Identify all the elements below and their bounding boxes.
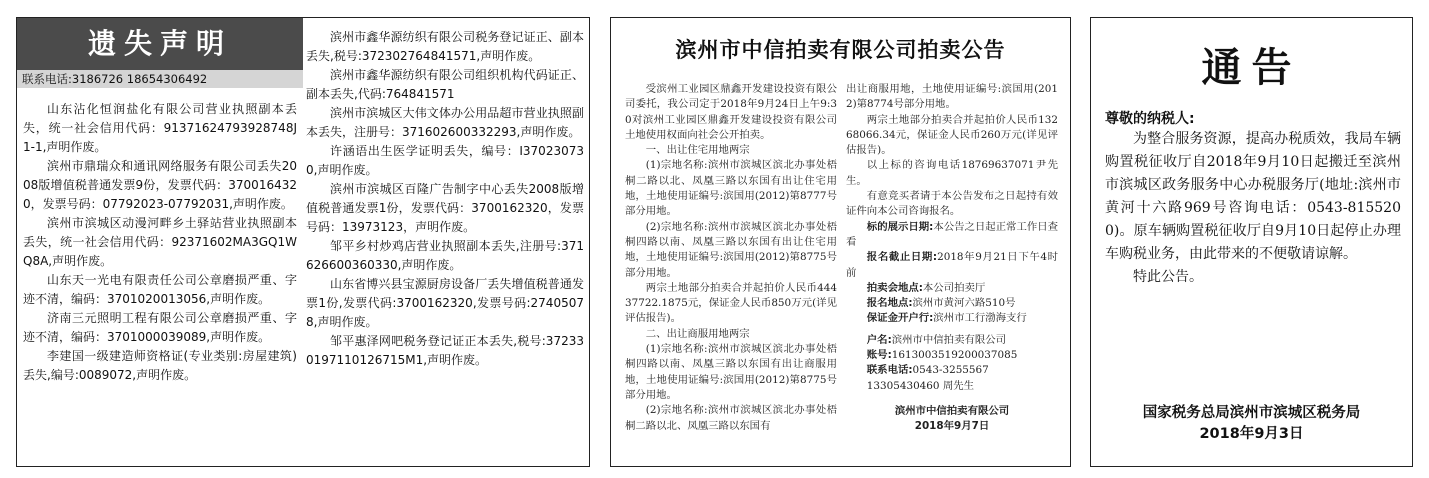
- exhibit-date-value: 本公告之日起正常工作日查看: [846, 220, 1059, 248]
- contact-row: [846, 363, 1058, 378]
- notice-item: 济南三元照明工程有限公司公章磨损严重、字迹不清，编码：3701000039089,声明作废。: [23, 311, 297, 344]
- tax-notice-closing: 特此公告。: [1133, 269, 1203, 285]
- notice-item: 邹平乡村炒鸡店营业执照副本丢失,注册号:371626600360330,声明作废。: [306, 239, 584, 272]
- contact-value: 0543-3255567: [912, 364, 989, 377]
- bank-row: [846, 311, 1058, 326]
- account-number-value: 1613003519200037085: [891, 349, 1018, 362]
- notice-item: 滨州市鑫华源纺织有限公司组织机构代码证正、副本丢失,代码:764841571: [306, 68, 584, 101]
- tax-notice-body: [1105, 128, 1401, 289]
- tax-notice-org: 国家税务总局滨州市滨城区税务局: [1142, 405, 1361, 421]
- account-number-row: [846, 348, 1058, 363]
- notice-item: 滨州市滨城区百隆广告制字中心丢失2008版增值税普通发票1份，发票代码：3700162320，发票号码：13973123，声明作废。: [306, 182, 584, 234]
- notice-item: 滨州市鼎瑞众和通讯网络服务有限公司丢失2008版增值税普通发票9份，发票代码：3700164320，发票号码：07792023-07792031,声明作废。: [23, 159, 297, 211]
- contact-label: 联系电话:: [866, 364, 913, 377]
- lost-notice-phone: 联系电话:3186726 18654306492: [17, 70, 303, 88]
- bank-value: 滨州市工行渤海支行: [933, 312, 1027, 325]
- auction-paragraph: 两宗土地部分拍卖合并起拍价人民币44437722.1875元，保证金人民币850万元(详见评估报告)。: [625, 281, 837, 325]
- notice-item: 滨州市滨城区动漫河畔乡土驿站营业执照副本丢失，统一社会信用代码：92371602MA3GQ1WQ8A,声明作废。: [23, 216, 297, 268]
- account-name-value: 滨州市中信拍卖有限公司: [891, 333, 1007, 346]
- auction-signature-date: 2018年9月7日: [914, 420, 990, 433]
- account-name-row: [846, 333, 1058, 348]
- registration-row: [846, 296, 1058, 311]
- deadline-row: [846, 250, 1058, 281]
- auction-paragraph: 有意竞买者请于本公告发布之日起持有效证件向本公司咨询报名。: [846, 190, 1058, 218]
- account-name-label: 户名:: [866, 333, 892, 346]
- registration-label: 报名地点:: [866, 297, 913, 310]
- notice-item: 山东省博兴县宝源厨房设备厂丢失增值税普通发票1份,发票代码:3700162320,发票号码:27405078,声明作废。: [306, 277, 584, 329]
- notice-item: 李建国一级建造师资格证(专业类别:房屋建筑)丢失,编号:0089072,声明作废。: [23, 349, 297, 382]
- auction-column-2: [846, 82, 1058, 435]
- notice-item: 邹平惠泽网吧税务登记证正本丢失,税号:372330197110126715M1,声明作废。: [306, 334, 584, 367]
- auction-paragraph: (1)宗地名称:滨州市滨城区滨北办事处梧桐二路以北、凤凰三路以东国有出让住宅用地，土地使用证编号:滨国用(2012)第8777号部分用地。: [625, 159, 837, 218]
- venue-label: 拍卖会地点:: [866, 281, 923, 294]
- exhibit-date-row: [846, 220, 1058, 251]
- notice-item: 山东沾化恒润盐化有限公司营业执照副本丢失，统一社会信用代码：91371624793928748J 1-1,声明作废。: [23, 102, 297, 154]
- venue-value: 本公司拍卖厅: [922, 281, 986, 294]
- auction-notice-title: 滨州市中信拍卖有限公司拍卖公告: [675, 38, 1006, 62]
- tax-notice-date: 2018年9月3日: [1199, 426, 1304, 442]
- notice-item: 许涵语出生医学证明丢失，编号：I370230730,声明作废。: [306, 144, 584, 177]
- contact-row-2: 13305430460 周先生: [866, 379, 974, 392]
- auction-section-heading: 二、出让商服用地两宗: [645, 327, 750, 340]
- tax-notice-greeting: 尊敬的纳税人:: [1105, 111, 1195, 127]
- deadline-label: 报名截止日期:: [866, 251, 938, 264]
- exhibit-date-label: 标的展示日期:: [866, 220, 934, 233]
- auction-paragraph: 两宗土地部分拍卖合并起拍价人民币13268066.34元，保证金人民币260万元(详见评估报告)。: [846, 113, 1058, 157]
- lost-notice-column-2: [306, 28, 584, 370]
- lost-notice-header: [17, 18, 303, 88]
- lost-notice-panel: [16, 17, 590, 467]
- deadline-value: 2018年9月21日下午4时前: [846, 251, 1059, 279]
- auction-paragraph: (2)宗地名称:滨州市滨城区滨北办事处梧桐四路以南、凤凰三路以东国有出让住宅用地，土地使用证编号:滨国用(2012)第8775号部分用地。: [625, 220, 837, 279]
- registration-value: 滨州市黄河六路510号: [912, 297, 1016, 310]
- lost-notice-title: 遗失声明: [17, 18, 303, 70]
- notice-item: 滨州市滨城区大伟文体办公用品超市营业执照副本丢失，注册号：371602600332293,声明作废。: [306, 106, 584, 139]
- auction-paragraph: 以上标的咨询电话18769637071尹先生。: [846, 159, 1058, 187]
- notice-item: 山东天一光电有限责任公司公章磨损严重、字迹不清，编码：3701020013056,声明作废。: [23, 273, 297, 306]
- auction-paragraph: (1)宗地名称:滨州市滨城区滨北办事处梧桐四路以南、凤凰三路以东国有出让商服用地，土地使用证编号:滨国用(2012)第8775号部分用地。: [625, 343, 837, 401]
- tax-notice-panel: [1090, 17, 1413, 467]
- tax-notice-paragraph: 为整合服务资源，提高办税质效，我局车辆购置税征收厅自2018年9月10日起搬迁至滨州市滨城区政务服务中心办税服务厅(地址:滨州市黄河十六路969号咨询电话：0543-8155200)。原车辆购置税征收厅自9月10日起停止办理车购税业务，由此带来的不便敬请谅解。: [1105, 131, 1401, 262]
- lost-notice-column-1: [23, 100, 297, 385]
- auction-paragraph: (2)宗地名称:滨州市滨城区滨北办事处梧桐二路以北、凤凰三路以东国有: [625, 404, 837, 432]
- auction-section-heading: 一、出让住宅用地两宗: [645, 144, 750, 157]
- auction-paragraph: 出让商服用地，土地使用证编号:滨国用(2012)第8774号部分用地。: [846, 83, 1058, 111]
- venue-row: [846, 281, 1058, 296]
- notice-item: 滨州市鑫华源纺织有限公司税务登记证正、副本丢失,税号:372302764841571,声明作废。: [306, 30, 584, 63]
- auction-column-1: [625, 82, 837, 434]
- auction-signature-org: 滨州市中信拍卖有限公司: [894, 404, 1010, 417]
- auction-paragraph: 受滨州工业园区鼎鑫开发建设投资有限公司委托，我公司定于2018年9月24日上午9:30对滨州工业园区鼎鑫开发建设投资有限公司土地使用权面向社会公开拍卖。: [625, 83, 837, 141]
- bank-label: 保证金开户行:: [866, 312, 934, 325]
- account-number-label: 账号:: [866, 349, 892, 362]
- tax-notice-title: 通告: [1201, 45, 1302, 91]
- auction-notice-panel: [610, 17, 1071, 467]
